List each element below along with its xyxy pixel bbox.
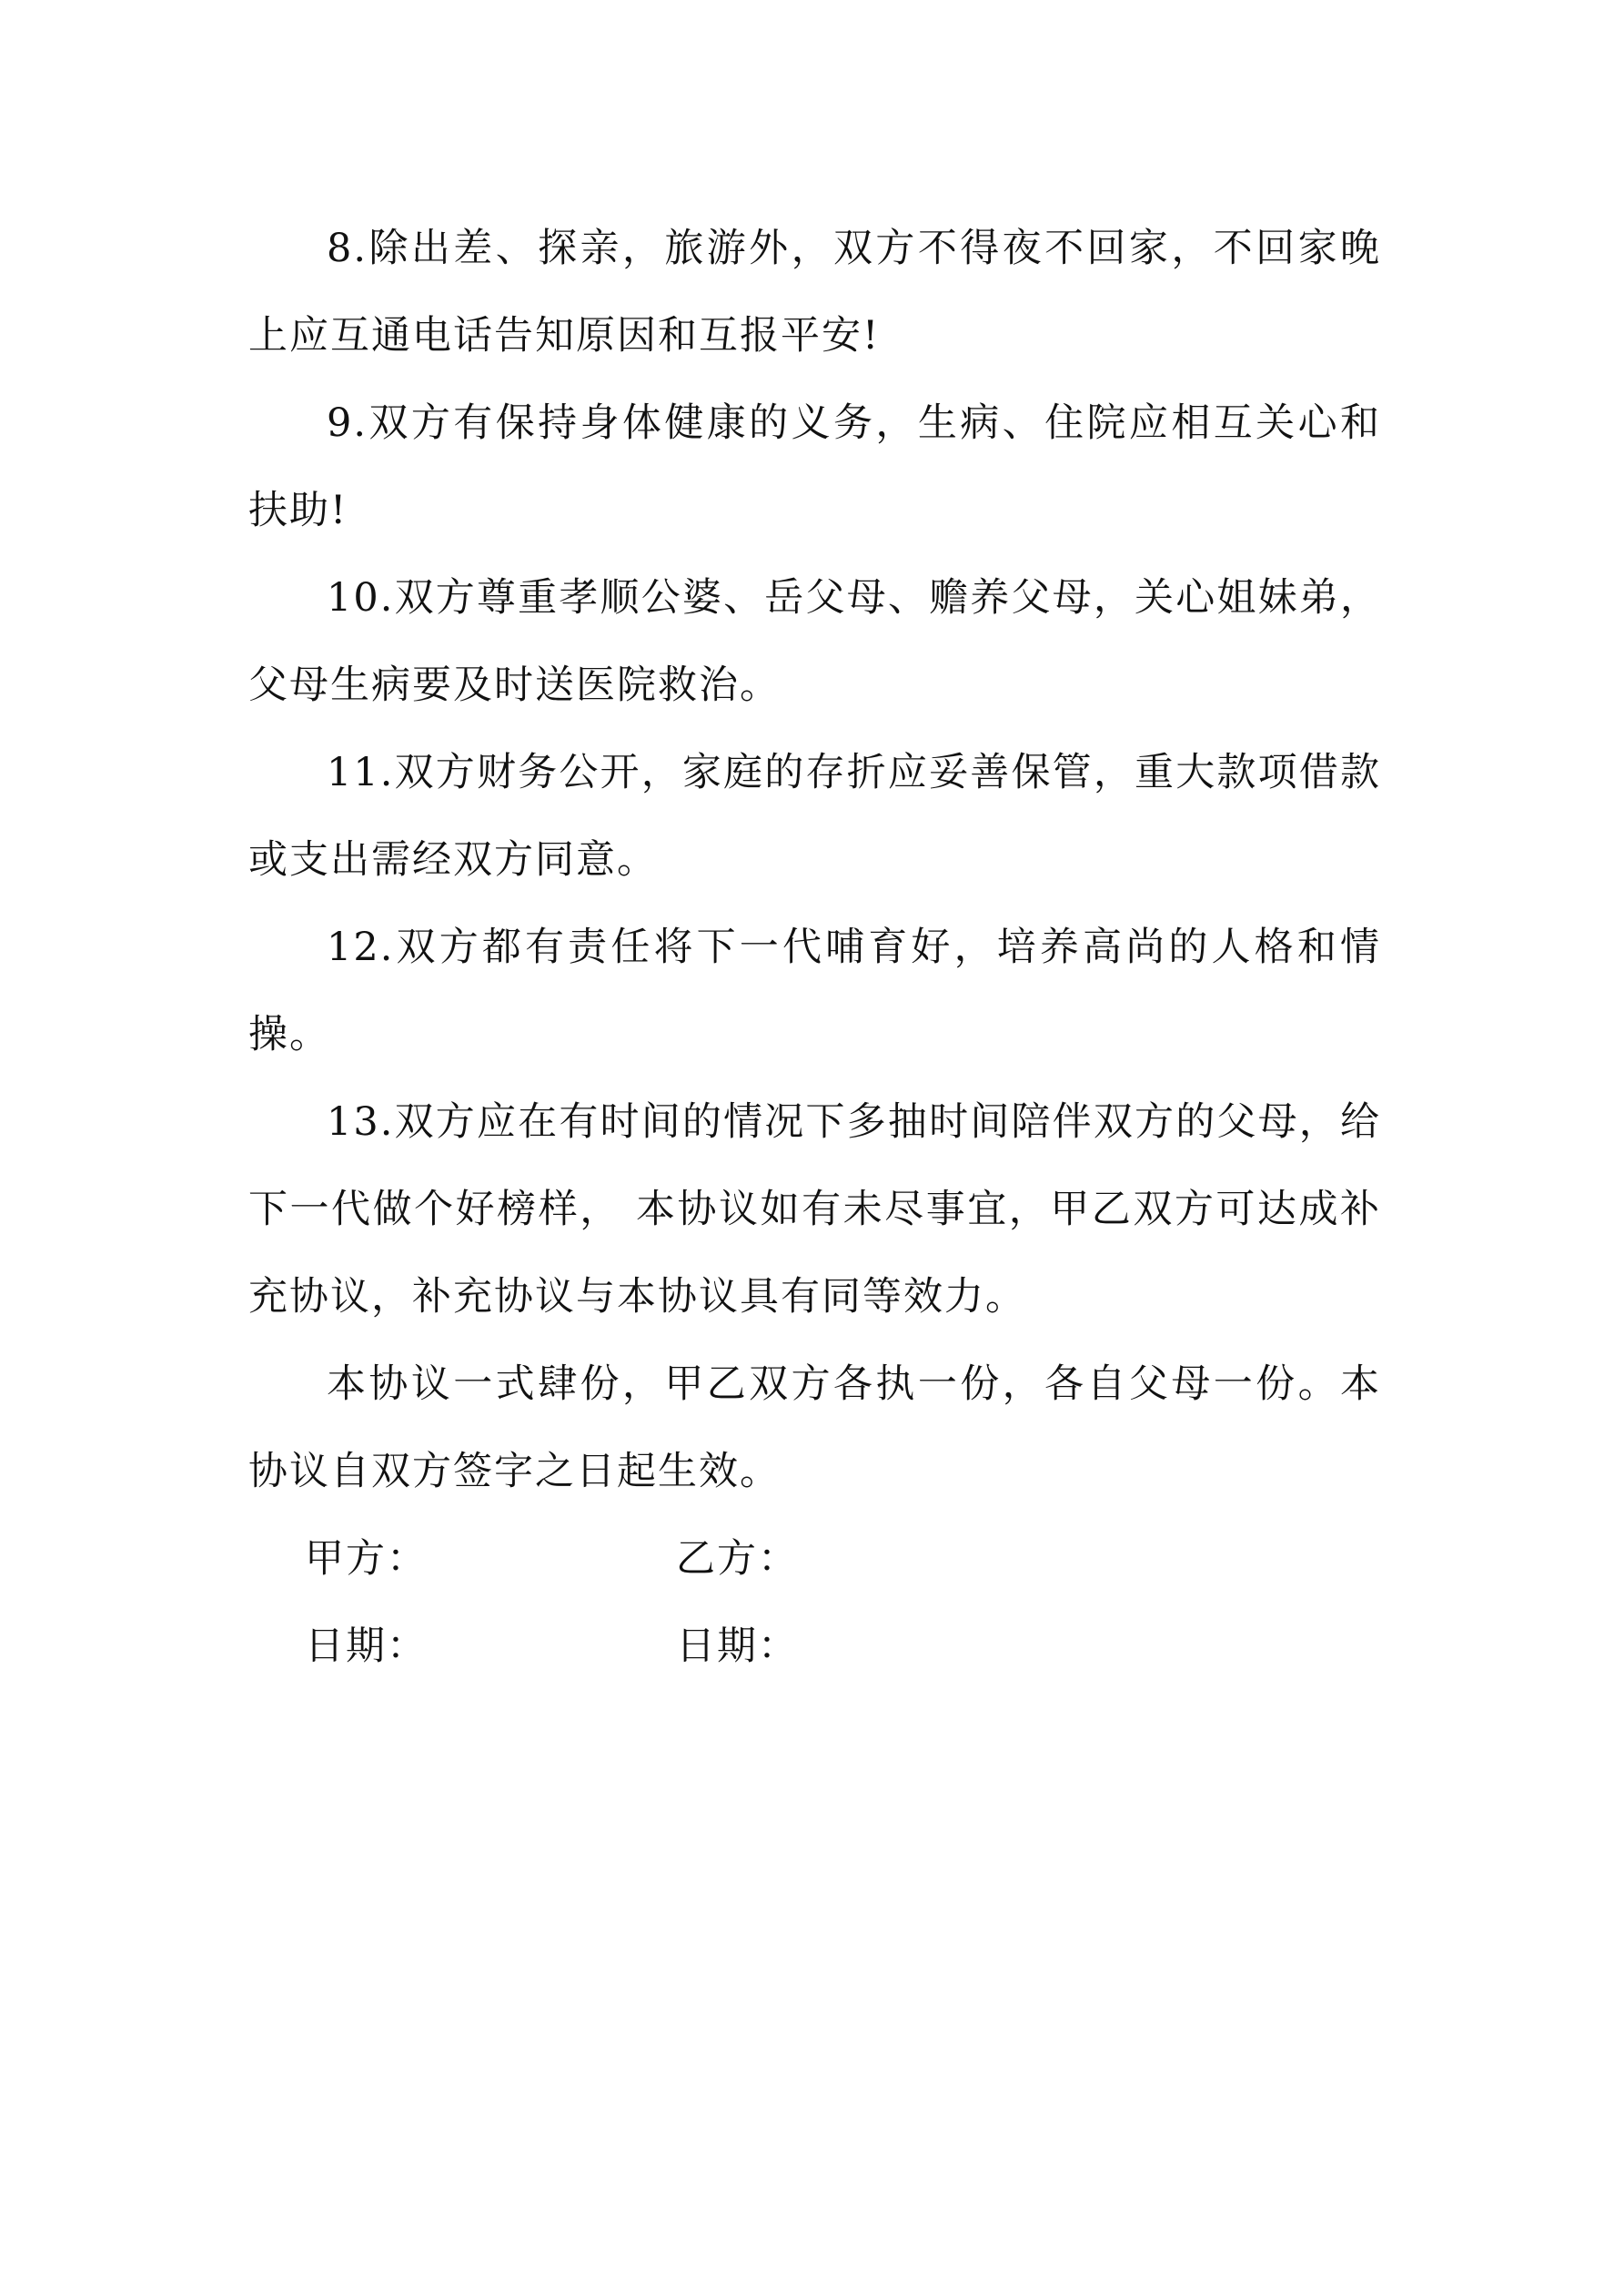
clause-10: 10.双方尊重孝顺公婆、岳父母、赡养父母，关心姐妹弟，父母生病要及时送医院救治。 [248,575,1381,708]
party-a-label: 甲方： [305,1536,428,1582]
clause-9: 9.双方有保持身体健康的义务，生病、住院应相互关心和扶助! [248,400,1381,533]
party-b-label: 乙方： [676,1536,799,1582]
agreement-body [248,205,1381,1690]
date-b-label: 日期： [676,1623,799,1669]
clause-8: 8.除出差、探亲，旅游外，双方不得夜不回家，不回家晚上应互通电话告知原因和互报平安! [248,226,1381,359]
clause-12: 12.双方都有责任将下一代哺育好，培养高尚的人格和情操。 [248,925,1381,1057]
clause-11: 11.双方财务公开，家庭的存折应妥善保管，重大款项借款或支出需经双方同意。 [248,750,1381,883]
clause-13: 13.双方应在有时间的情况下多抽时间陪伴双方的父母，给下一代做个好榜样， 本协议如有未尽事宜，甲乙双方可达成补充协议，补充协议与本协议具有同等效力。 [248,1099,1381,1320]
effective-clause: 本协议一式肆份，甲乙双方各执一份，各自父母一份。本协议自双方签字之日起生效。 [248,1361,1381,1494]
signature-row [248,1515,1381,1603]
date-a-label: 日期： [305,1623,428,1669]
date-row [248,1603,1381,1690]
